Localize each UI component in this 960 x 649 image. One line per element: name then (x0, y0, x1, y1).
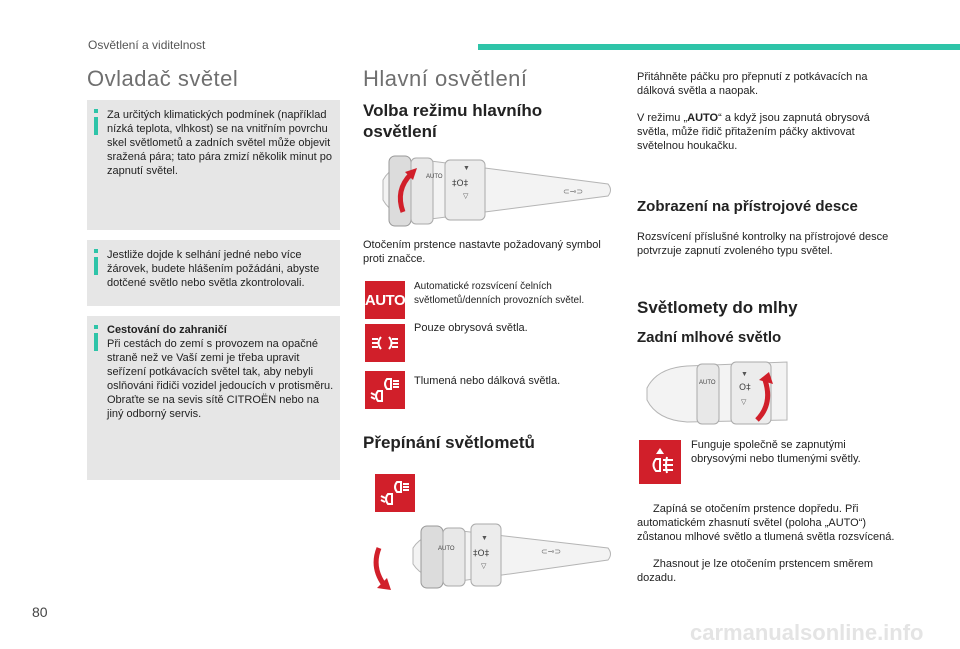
light-stalk-diagram (363, 150, 615, 230)
section-header: Osvětlení a viditelnost (88, 38, 206, 52)
svg-text:‡O‡: ‡O‡ (452, 179, 469, 189)
middle-title: Hlavní osvětlení (363, 66, 528, 91)
info-box-condensation (87, 100, 340, 230)
fog-stalk-diagram (637, 358, 899, 430)
info-icon (94, 117, 98, 135)
dipped-main-beam-icon (365, 371, 405, 409)
right-para-display: Rozsvícení příslušné kontrolky na přístrojové desce potvrzuje zapnutí zvoleného typu světel. (637, 231, 889, 257)
info-box-bulb-failure (87, 240, 340, 306)
subtitle-instrument-display: Zobrazení na přístrojové desce (637, 198, 858, 215)
info-icon (94, 333, 98, 351)
bullet-1-text: Zapíná se otočením prstence dopředu. Při automatickém zhasnutí světel (poloha „AUTO“) zůstanou mlhové světlo a tlumená světla rozsvícená. (637, 503, 895, 543)
info-text-bulb-failure: Jestliže dojde k selhání jedné nebo více žárovek, budete hlášením požádáni, abyste dotčené světlo nebo světla zkontrolovali. (107, 249, 320, 289)
subtitle-rear-fog: Zadní mlhové světlo (637, 329, 782, 346)
subtitle-fog-lamps: Světlomety do mlhy (637, 298, 798, 317)
auto-prefix: V režimu „ (637, 112, 688, 124)
header-accent-bar (478, 44, 960, 50)
fog-bullet-2 (637, 557, 899, 585)
svg-text:▽: ▽ (481, 563, 487, 570)
info-icon (94, 257, 98, 275)
fog-bullet-1 (637, 502, 899, 544)
info-text-condensation: Za určitých klimatických podmínek (například nízká teplota, vlhkost) se na vnitřním povrchu skel světlometů a zadních světel může objevit sražená pára; tato pára zmizí několik minut po zapnutí světel. (107, 109, 333, 177)
watermark: carmanualsonline.info (690, 620, 924, 645)
left-title: Ovladač světel (87, 66, 239, 91)
info-box-abroad (87, 316, 340, 480)
svg-text:AUTO: AUTO (699, 380, 716, 386)
subtitle-mode-selection: Volba režimu hlavního osvětlení (363, 101, 543, 141)
position-lights-icon (365, 324, 405, 362)
auto-badge-icon: AUTO (365, 281, 405, 319)
svg-text:▼: ▼ (741, 371, 748, 378)
dipped-main-beam-icon (375, 474, 415, 512)
svg-text:▼: ▼ (463, 165, 470, 172)
svg-text:⊂⊸⊃: ⊂⊸⊃ (541, 547, 562, 556)
abroad-text: Při cestách do zemí s provozem na opačné straně než ve Vaší zemi je třeba upravit seřízení potkávacích světel tak, aby nebyli oslňováni řidiči vozidel jedoucích v protisměru. Obraťte se na sevis sítě CITROËN nebo na jiný odborný servis. (107, 338, 334, 420)
rear-fog-icon (639, 440, 681, 484)
fog-text: Funguje společně se zapnutými obrysovými nebo tlumenými světly. (691, 439, 861, 465)
page-number: 80 (32, 604, 48, 620)
svg-text:O‡: O‡ (739, 383, 751, 393)
auto-label: AUTO (687, 112, 719, 124)
svg-text:AUTO: AUTO (426, 174, 443, 180)
auto-suffix: “ a když jsou zapnutá obrysová světla, může řidič přitažením páčky aktivovat světelnou houkačku. (637, 112, 870, 152)
svg-text:⊂⊸⊃: ⊂⊸⊃ (563, 187, 584, 196)
svg-text:▽: ▽ (741, 399, 747, 406)
right-para-switch: Přitáhněte páčku pro přepnutí z potkávacích na dálková světla a naopak. (637, 71, 868, 97)
mode-dipped-main-text: Tlumená nebo dálková světla. (414, 375, 561, 387)
subtitle-headlamp-switching: Přepínání světlometů (363, 433, 535, 452)
mode-auto-text: Automatické rozsvícení čelních světlometů/denních provozních světel. (414, 281, 585, 306)
bullet-2-text: Zhasnout je lze otočením prstencem směrem dozadu. (637, 558, 874, 584)
info-text-abroad (107, 323, 334, 421)
svg-text:▼: ▼ (481, 535, 488, 542)
light-stalk-flash-diagram (363, 518, 615, 598)
svg-text:‡O‡: ‡O‡ (473, 549, 490, 559)
abroad-heading: Cestování do zahraničí (107, 324, 227, 336)
svg-text:▽: ▽ (463, 193, 469, 200)
mode-intro: Otočením prstence nastavte požadovaný symbol proti značce. (363, 239, 601, 265)
svg-text:AUTO: AUTO (438, 546, 455, 552)
right-para-auto (637, 111, 899, 153)
mode-position-text: Pouze obrysová světla. (414, 322, 528, 334)
